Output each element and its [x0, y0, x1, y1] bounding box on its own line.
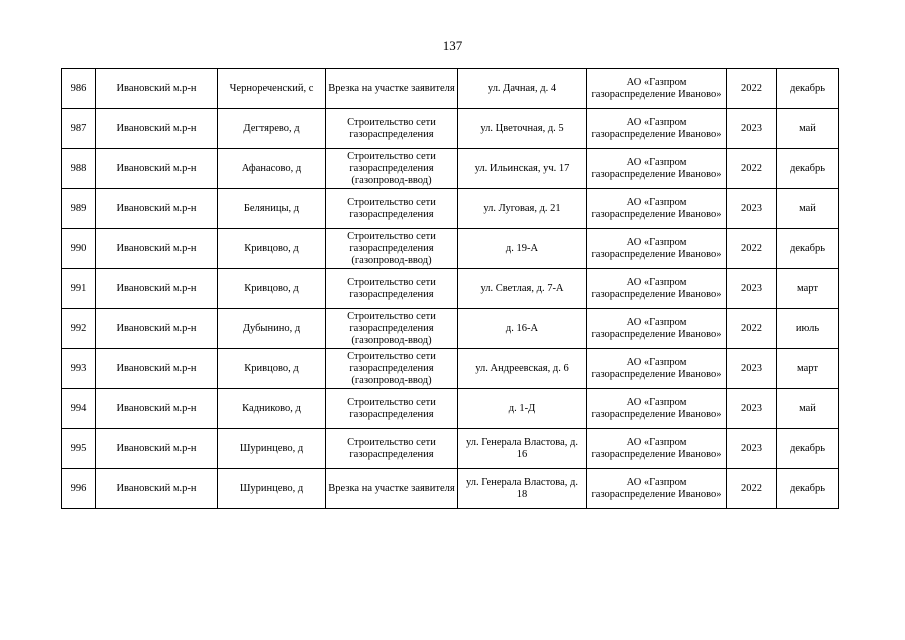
- work-type-cell: Строительство сети газораспределения: [326, 269, 458, 309]
- district-cell: Ивановский м.р-н: [96, 69, 218, 109]
- district-cell: Ивановский м.р-н: [96, 269, 218, 309]
- row-number: 990: [62, 229, 96, 269]
- organization-cell: АО «Газпром газораспределение Иваново»: [587, 429, 727, 469]
- year-cell: 2023: [727, 429, 777, 469]
- work-type-cell: Строительство сети газораспределения: [326, 109, 458, 149]
- address-cell: д. 16-А: [458, 309, 587, 349]
- month-cell: декабрь: [777, 429, 839, 469]
- year-cell: 2022: [727, 69, 777, 109]
- table-row: [62, 469, 839, 509]
- year-cell: 2022: [727, 469, 777, 509]
- organization-cell: АО «Газпром газораспределение Иваново»: [587, 149, 727, 189]
- year-cell: 2023: [727, 349, 777, 389]
- month-cell: июль: [777, 309, 839, 349]
- address-cell: ул. Дачная, д. 4: [458, 69, 587, 109]
- month-cell: декабрь: [777, 229, 839, 269]
- year-cell: 2022: [727, 149, 777, 189]
- locality-cell: Кривцово, д: [218, 229, 326, 269]
- row-number: 987: [62, 109, 96, 149]
- address-cell: ул. Луговая, д. 21: [458, 189, 587, 229]
- row-number: 991: [62, 269, 96, 309]
- work-type-cell: Строительство сети газораспределения: [326, 189, 458, 229]
- table-row: [62, 309, 839, 349]
- table-row: [62, 109, 839, 149]
- row-number: 988: [62, 149, 96, 189]
- address-cell: ул. Андреевская, д. 6: [458, 349, 587, 389]
- row-number: 993: [62, 349, 96, 389]
- district-cell: Ивановский м.р-н: [96, 229, 218, 269]
- table-row: [62, 349, 839, 389]
- locality-cell: Кривцово, д: [218, 349, 326, 389]
- work-type-cell: Строительство сети газораспределения (газопровод-ввод): [326, 349, 458, 389]
- year-cell: 2023: [727, 389, 777, 429]
- table-body: [62, 69, 839, 509]
- month-cell: март: [777, 349, 839, 389]
- address-cell: д. 1-Д: [458, 389, 587, 429]
- address-cell: ул. Светлая, д. 7-А: [458, 269, 587, 309]
- district-cell: Ивановский м.р-н: [96, 149, 218, 189]
- organization-cell: АО «Газпром газораспределение Иваново»: [587, 469, 727, 509]
- organization-cell: АО «Газпром газораспределение Иваново»: [587, 389, 727, 429]
- organization-cell: АО «Газпром газораспределение Иваново»: [587, 269, 727, 309]
- work-type-cell: Врезка на участке заявителя: [326, 69, 458, 109]
- locality-cell: Афанасово, д: [218, 149, 326, 189]
- address-cell: д. 19-А: [458, 229, 587, 269]
- month-cell: май: [777, 109, 839, 149]
- district-cell: Ивановский м.р-н: [96, 429, 218, 469]
- district-cell: Ивановский м.р-н: [96, 349, 218, 389]
- district-cell: Ивановский м.р-н: [96, 109, 218, 149]
- district-cell: Ивановский м.р-н: [96, 389, 218, 429]
- district-cell: Ивановский м.р-н: [96, 189, 218, 229]
- row-number: 994: [62, 389, 96, 429]
- table-row: [62, 149, 839, 189]
- year-cell: 2023: [727, 189, 777, 229]
- month-cell: декабрь: [777, 69, 839, 109]
- address-cell: ул. Генерала Властова, д. 18: [458, 469, 587, 509]
- work-type-cell: Строительство сети газораспределения (газопровод-ввод): [326, 229, 458, 269]
- organization-cell: АО «Газпром газораспределение Иваново»: [587, 109, 727, 149]
- locality-cell: Чернореченский, с: [218, 69, 326, 109]
- organization-cell: АО «Газпром газораспределение Иваново»: [587, 69, 727, 109]
- row-number: 992: [62, 309, 96, 349]
- table-row: [62, 389, 839, 429]
- month-cell: март: [777, 269, 839, 309]
- locality-cell: Дегтярево, д: [218, 109, 326, 149]
- work-type-cell: Врезка на участке заявителя: [326, 469, 458, 509]
- page-number: 137: [442, 38, 463, 53]
- locality-cell: Шуринцево, д: [218, 429, 326, 469]
- year-cell: 2022: [727, 309, 777, 349]
- row-number: 986: [62, 69, 96, 109]
- work-type-cell: Строительство сети газораспределения (газопровод-ввод): [326, 149, 458, 189]
- district-cell: Ивановский м.р-н: [96, 309, 218, 349]
- locality-cell: Шуринцево, д: [218, 469, 326, 509]
- row-number: 995: [62, 429, 96, 469]
- district-cell: Ивановский м.р-н: [96, 469, 218, 509]
- locality-cell: Беляницы, д: [218, 189, 326, 229]
- work-type-cell: Строительство сети газораспределения (газопровод-ввод): [326, 309, 458, 349]
- address-cell: ул. Цветочная, д. 5: [458, 109, 587, 149]
- locality-cell: Кадниково, д: [218, 389, 326, 429]
- year-cell: 2023: [727, 109, 777, 149]
- work-type-cell: Строительство сети газораспределения: [326, 429, 458, 469]
- table-row: [62, 69, 839, 109]
- locality-cell: Кривцово, д: [218, 269, 326, 309]
- row-number: 989: [62, 189, 96, 229]
- month-cell: декабрь: [777, 469, 839, 509]
- organization-cell: АО «Газпром газораспределение Иваново»: [587, 349, 727, 389]
- month-cell: декабрь: [777, 149, 839, 189]
- table-row: [62, 189, 839, 229]
- work-type-cell: Строительство сети газораспределения: [326, 389, 458, 429]
- address-cell: ул. Генерала Властова, д. 16: [458, 429, 587, 469]
- address-cell: ул. Ильинская, уч. 17: [458, 149, 587, 189]
- organization-cell: АО «Газпром газораспределение Иваново»: [587, 189, 727, 229]
- table-row: [62, 229, 839, 269]
- locality-cell: Дубынино, д: [218, 309, 326, 349]
- table-row: [62, 429, 839, 469]
- month-cell: май: [777, 389, 839, 429]
- organization-cell: АО «Газпром газораспределение Иваново»: [587, 229, 727, 269]
- table-row: [62, 269, 839, 309]
- gasification-table: [61, 68, 839, 509]
- organization-cell: АО «Газпром газораспределение Иваново»: [587, 309, 727, 349]
- year-cell: 2022: [727, 229, 777, 269]
- row-number: 996: [62, 469, 96, 509]
- month-cell: май: [777, 189, 839, 229]
- year-cell: 2023: [727, 269, 777, 309]
